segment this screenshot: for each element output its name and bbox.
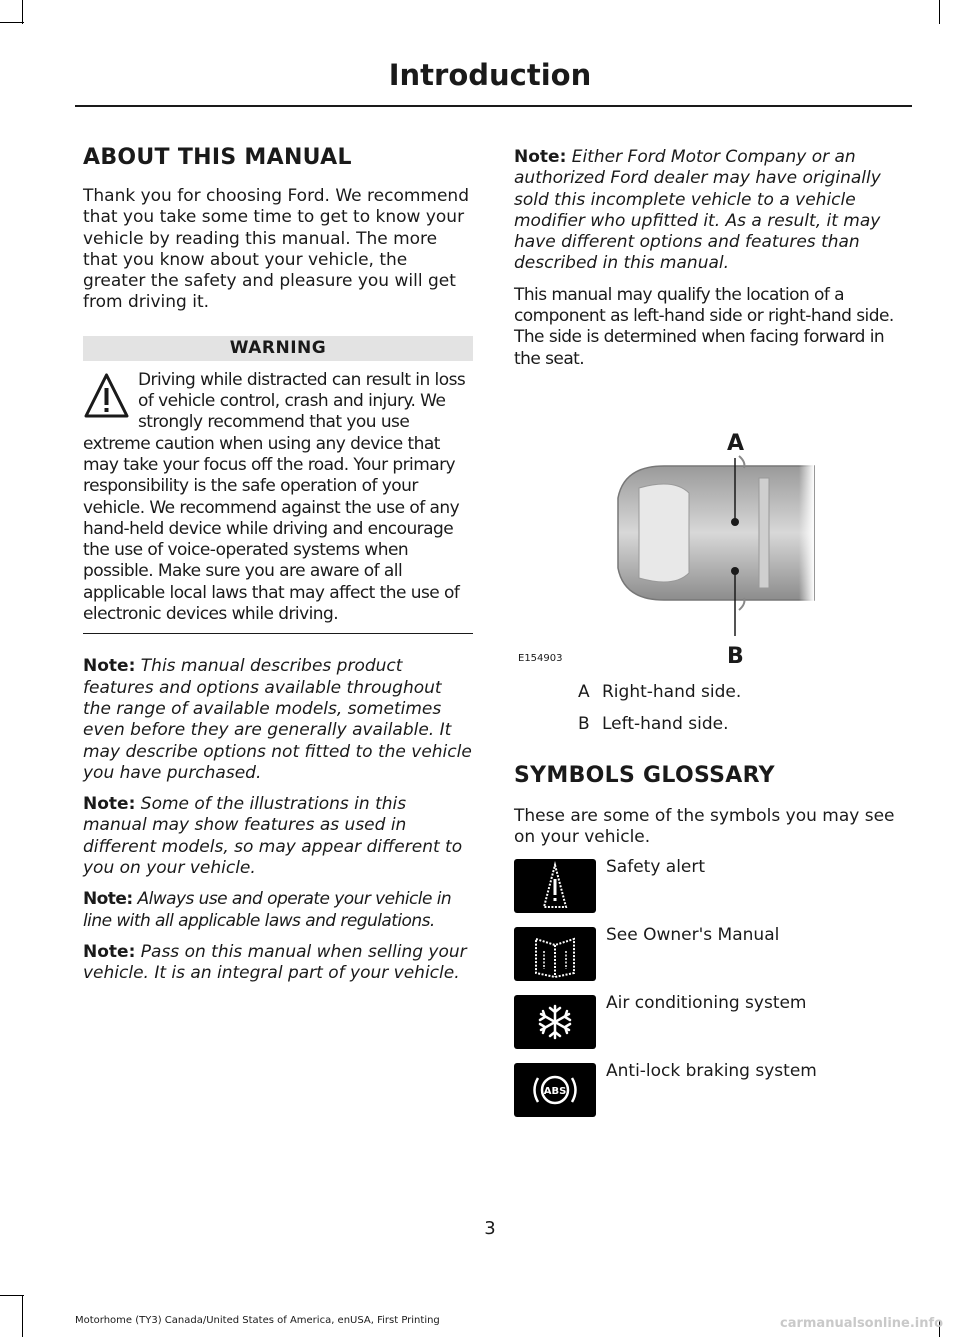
crop-mark <box>22 0 23 24</box>
symbol-row <box>514 992 909 1063</box>
page-title: Introduction <box>388 58 592 92</box>
note-paragraph <box>514 147 909 275</box>
side-description: This manual may qualify the location of a component as left-hand side or right-hand side. The side is determined when facing forward in the seat. <box>514 284 894 369</box>
callout-label-b: B <box>727 643 744 668</box>
page-number: 3 <box>484 1218 496 1239</box>
vehicle-top-view-figure <box>514 378 909 668</box>
vehicle-top-view-illustration <box>514 378 909 668</box>
note-label: Note: <box>83 941 136 962</box>
warning-triangle-icon <box>83 372 130 422</box>
about-intro: Thank you for choosing Ford. We recommend that you take some time to get to know your vehicle by reading this manual. The more that you know about your vehicle, the greater the safety and pleasure you will get from driving it. <box>83 186 469 313</box>
symbol-label: See Owner's Manual <box>606 924 780 945</box>
figure-code: E154903 <box>518 652 563 664</box>
legend-key: A <box>578 681 590 702</box>
about-heading: ABOUT THIS MANUAL <box>83 145 352 170</box>
figure-legend <box>514 682 909 735</box>
symbols-list <box>514 856 909 1131</box>
note-paragraph <box>83 889 473 932</box>
note-label: Note: <box>514 147 567 167</box>
abs-icon-text: ABS <box>543 1085 567 1097</box>
abs-icon <box>514 1063 596 1117</box>
crop-mark <box>22 1295 23 1337</box>
legend-value: Left-hand side. <box>602 713 729 734</box>
note-label: Note: <box>83 794 136 815</box>
note-paragraph <box>83 656 473 784</box>
symbol-row <box>514 856 909 927</box>
warning-body <box>83 370 473 626</box>
crop-mark <box>939 0 940 24</box>
symbol-label: Safety alert <box>606 856 706 877</box>
owners-manual-icon <box>514 927 596 981</box>
symbol-row <box>514 1060 909 1131</box>
warning-title: WARNING <box>83 336 473 361</box>
legend-key: B <box>578 713 590 734</box>
note-text: Pass on this manual when selling your vehicle. It is an integral part of your vehicle. <box>83 941 467 984</box>
legend-row <box>514 714 909 735</box>
edition-footer: Motorhome (TY3) Canada/United States of America, enUSA, First Printing <box>75 1315 440 1326</box>
warning-text: Driving while distracted can result in loss of vehicle control, crash and injury. We strongly recommend that you use extreme caution when using any device that may take your focus off the road. Your primary responsibility is the safe operation of your vehicle. We recommend against the use of any hand-held device while driving and encourage the use of voice-operated systems when possible. Make sure you are aware of all applicable local laws that may affect the use of electronic devices while driving. <box>83 369 466 625</box>
crop-mark <box>0 1295 24 1296</box>
note-text: Always use and operate your vehicle in line with all applicable laws and regulations. <box>83 889 452 931</box>
warning-divider <box>83 633 473 634</box>
symbol-label: Anti-lock braking system <box>606 1060 817 1081</box>
note-text: Either Ford Motor Company or an authorized Ford dealer may have originally sold this incomplete vehicle to a vehicle modifier who upfitted it. As a result, it may have different options and features than described in this manual. <box>514 147 881 274</box>
safety-alert-icon <box>514 859 596 913</box>
legend-value: Right-hand side. <box>602 681 742 702</box>
legend-row <box>514 682 909 703</box>
watermark-url: carmanualsonline.info <box>780 1316 944 1331</box>
right-column <box>514 145 909 1131</box>
glossary-heading: SYMBOLS GLOSSARY <box>514 762 775 788</box>
glossary-intro: These are some of the symbols you may see on your vehicle. <box>514 805 895 848</box>
header-divider <box>75 105 912 107</box>
symbol-row <box>514 924 909 995</box>
crop-mark <box>0 22 24 23</box>
symbol-label: Air conditioning system <box>606 992 807 1013</box>
callout-dot-b <box>731 567 739 575</box>
air-conditioning-icon <box>514 995 596 1049</box>
callout-dot-a <box>731 518 739 526</box>
note-label: Note: <box>83 656 136 677</box>
note-text: This manual describes product features and options available throughout the range of available models, sometimes even before they are generally available. It may describe options not fitted to the vehicle you have purchased. <box>83 656 472 783</box>
left-column <box>83 145 473 985</box>
note-paragraph <box>83 794 473 879</box>
note-text: Some of the illustrations in this manual may show features as used in different models, so may appear different to you on your vehicle. <box>83 794 463 879</box>
note-label: Note: <box>83 889 133 910</box>
callout-label-a: A <box>727 430 745 456</box>
note-paragraph <box>83 942 473 985</box>
warning-box <box>83 336 473 635</box>
